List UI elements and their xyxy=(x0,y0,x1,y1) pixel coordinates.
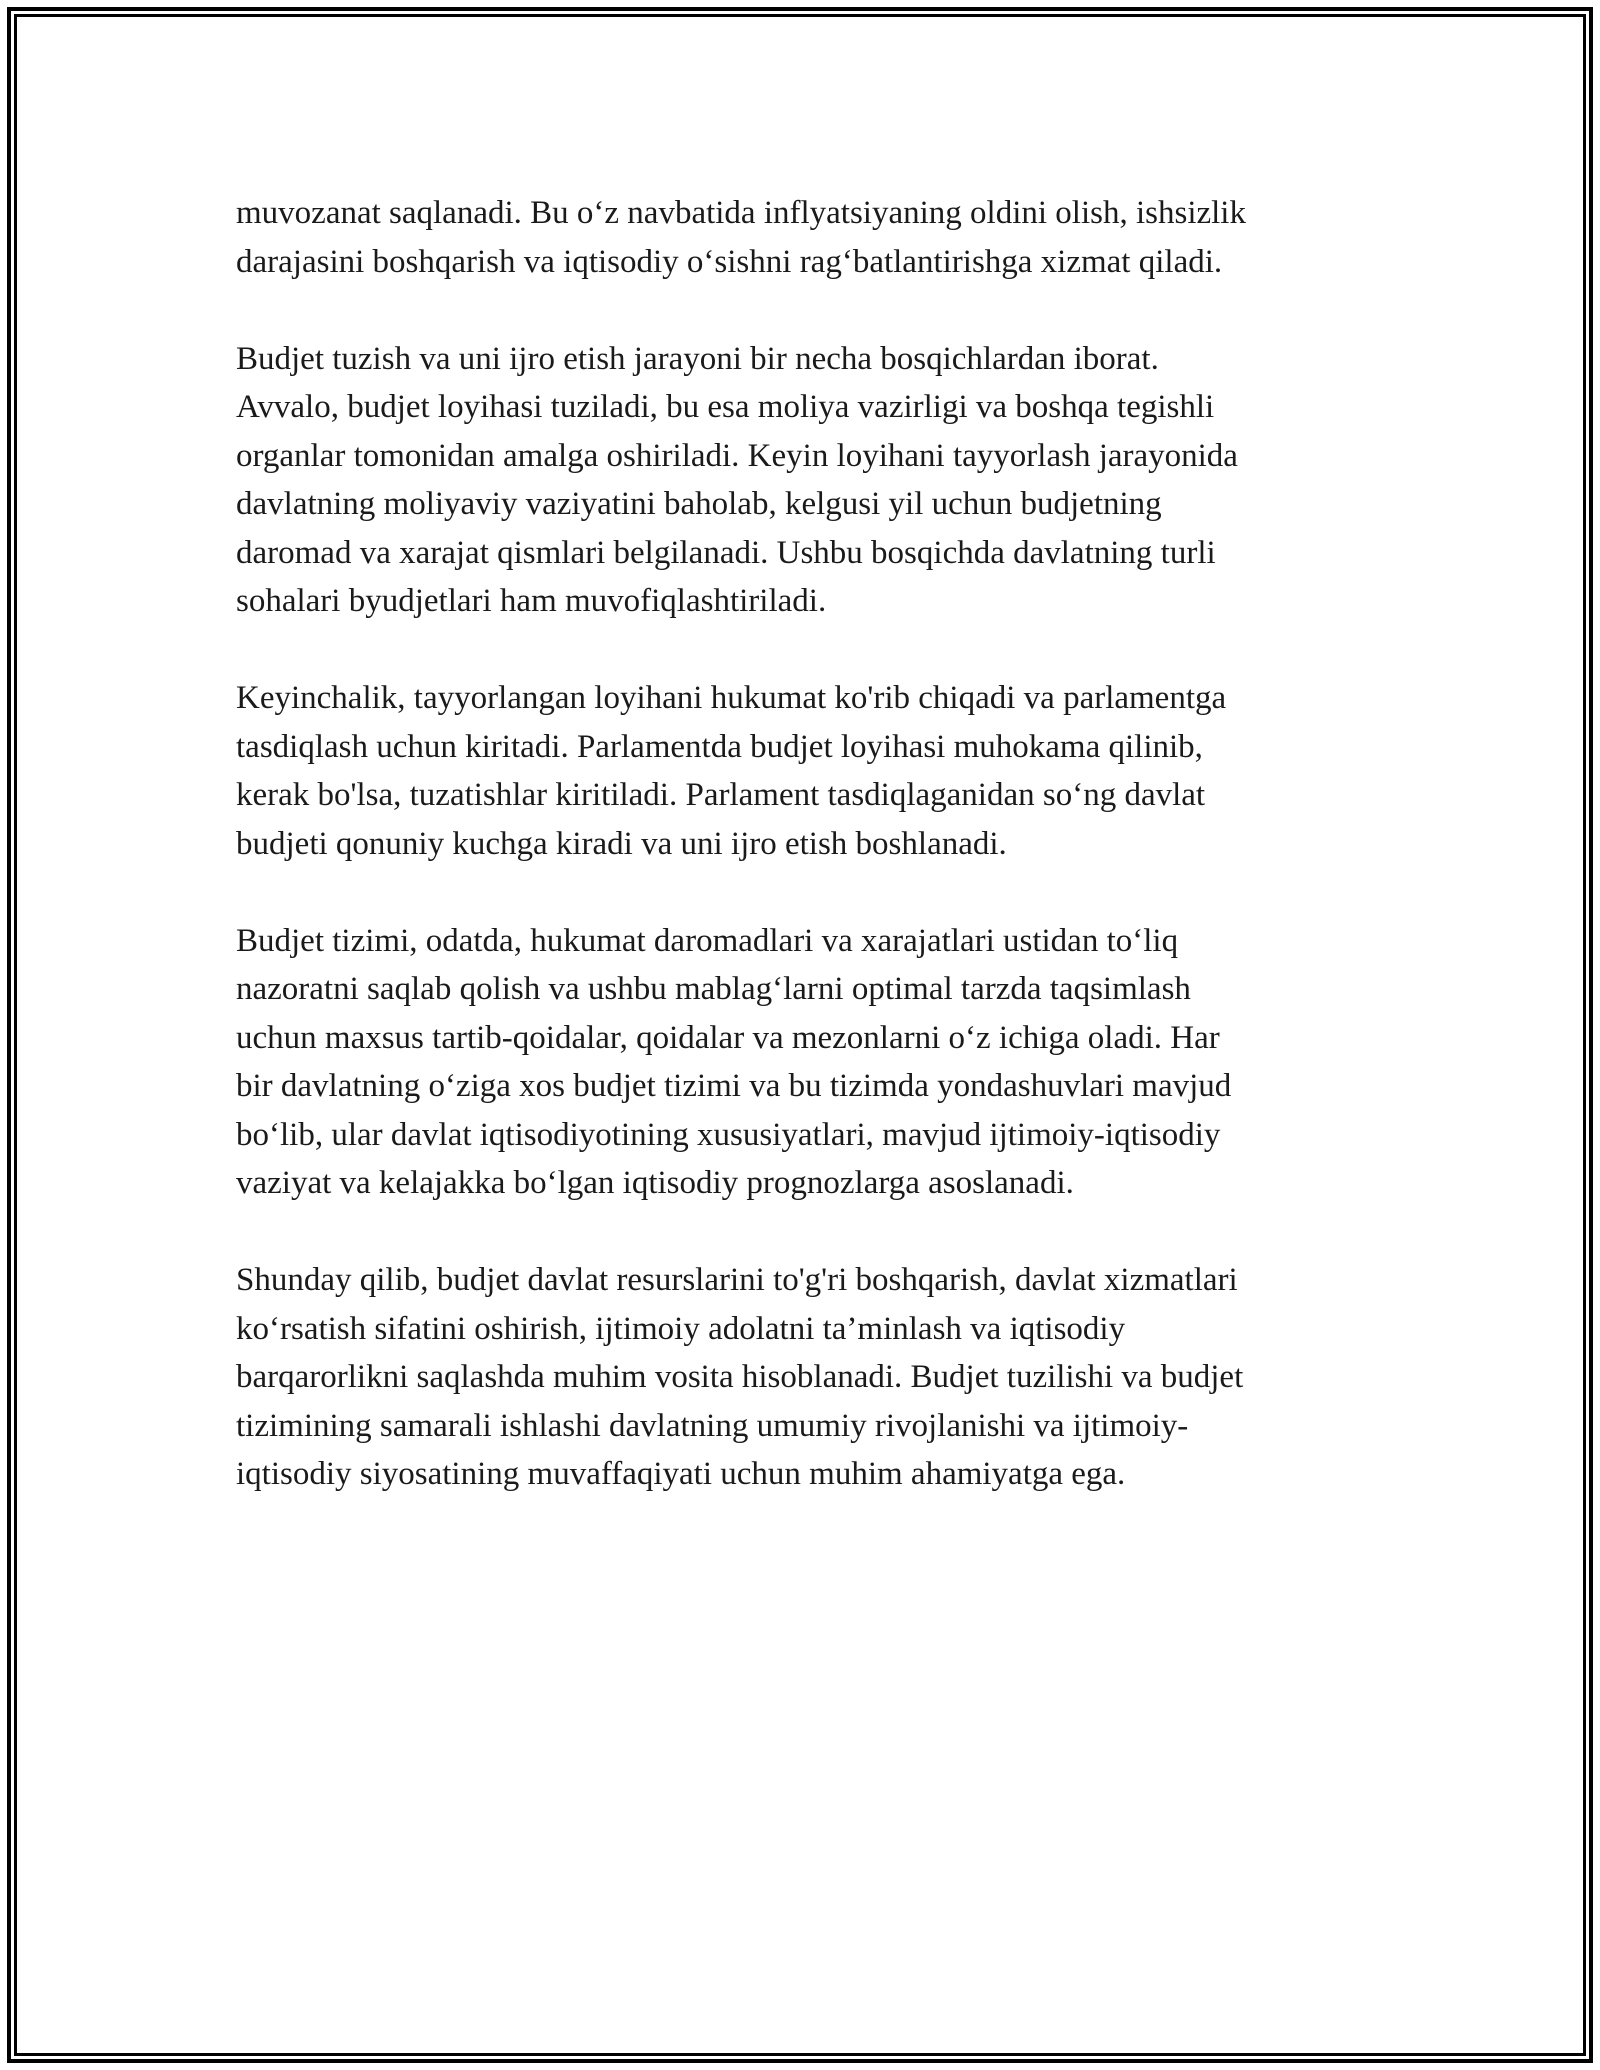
text-line: Budjet tizimi, odatda, hukumat daromadlari va xarajatlari ustidan to‘liq xyxy=(236,922,1179,959)
paragraph xyxy=(236,189,1376,286)
document-body xyxy=(236,189,1376,1547)
text-line: bo‘lib, ular davlat iqtisodiyotining xususiyatlari, mavjud ijtimoiy-iqtisodiy xyxy=(236,1116,1221,1153)
paragraph xyxy=(236,1256,1376,1499)
text-line: bir davlatning o‘ziga xos budjet tizimi va bu tizimda yondashuvlari mavjud xyxy=(236,1068,1232,1104)
text-line: davlatning moliyaviy vaziyatini baholab, kelgusi yil uchun budjetning xyxy=(236,486,1162,522)
text-line: muvozanat saqlanadi. Bu o‘z navbatida inflyatsiyaning oldini olish, ishsizlik xyxy=(236,195,1246,231)
text-line: Avvalo, budjet loyihasi tuziladi, bu esa moliya vazirligi va boshqa tegishli xyxy=(236,389,1215,425)
text-line: Keyinchalik, tayyorlangan loyihani hukumat ko'rib chiqadi va parlamentga xyxy=(236,680,1227,716)
text-line: Shunday qilib, budjet davlat resurslarini to'g'ri boshqarish, davlat xizmatlari xyxy=(236,1262,1238,1298)
text-line: nazoratni saqlab qolish va ushbu mablag‘larni optimal tarzda taqsimlash xyxy=(236,971,1191,1007)
text-line: darajasini boshqarish va iqtisodiy o‘sishni rag‘batlantirishga xizmat qiladi. xyxy=(236,243,1223,280)
text-line: kerak bo'lsa, tuzatishlar kiritiladi. Parlament tasdiqlaganidan so‘ng davlat xyxy=(236,777,1206,813)
text-line: organlar tomonidan amalga oshiriladi. Keyin loyihani tayyorlash jarayonida xyxy=(236,437,1238,474)
text-line: vaziyat va kelajakka bo‘lgan iqtisodiy prognozlarga asoslanadi. xyxy=(236,1165,1074,1201)
text-line: tasdiqlash uchun kiritadi. Parlamentda budjet loyihasi muhokama qilinib, xyxy=(236,728,1203,765)
paragraph xyxy=(236,917,1376,1208)
text-line: tizimining samarali ishlashi davlatning umumiy rivojlanishi va ijtimoiy- xyxy=(236,1407,1189,1444)
text-line: daromad va xarajat qismlari belgilanadi. Ushbu bosqichda davlatning turli xyxy=(236,534,1216,571)
paragraph xyxy=(236,335,1376,626)
text-line: uchun maxsus tartib-qoidalar, qoidalar va mezonlarni o‘z ichiga oladi. Har xyxy=(236,1019,1220,1056)
text-line: budjeti qonuniy kuchga kiradi va uni ijro etish boshlanadi. xyxy=(236,825,1007,862)
paragraph xyxy=(236,674,1376,868)
text-line: ko‘rsatish sifatini oshirish, ijtimoiy adolatni ta’minlash va iqtisodiy xyxy=(236,1310,1126,1347)
text-line: barqarorlikni saqlashda muhim vosita hisoblanadi. Budjet tuzilishi va budjet xyxy=(236,1359,1244,1395)
text-line: iqtisodiy siyosatining muvaffaqiyati uchun muhim ahamiyatga ega. xyxy=(236,1456,1126,1492)
text-line: sohalari byudjetlari ham muvofiqlashtiriladi. xyxy=(236,583,827,619)
text-line: Budjet tuzish va uni ijro etish jarayoni bir necha bosqichlardan iborat. xyxy=(236,340,1159,377)
